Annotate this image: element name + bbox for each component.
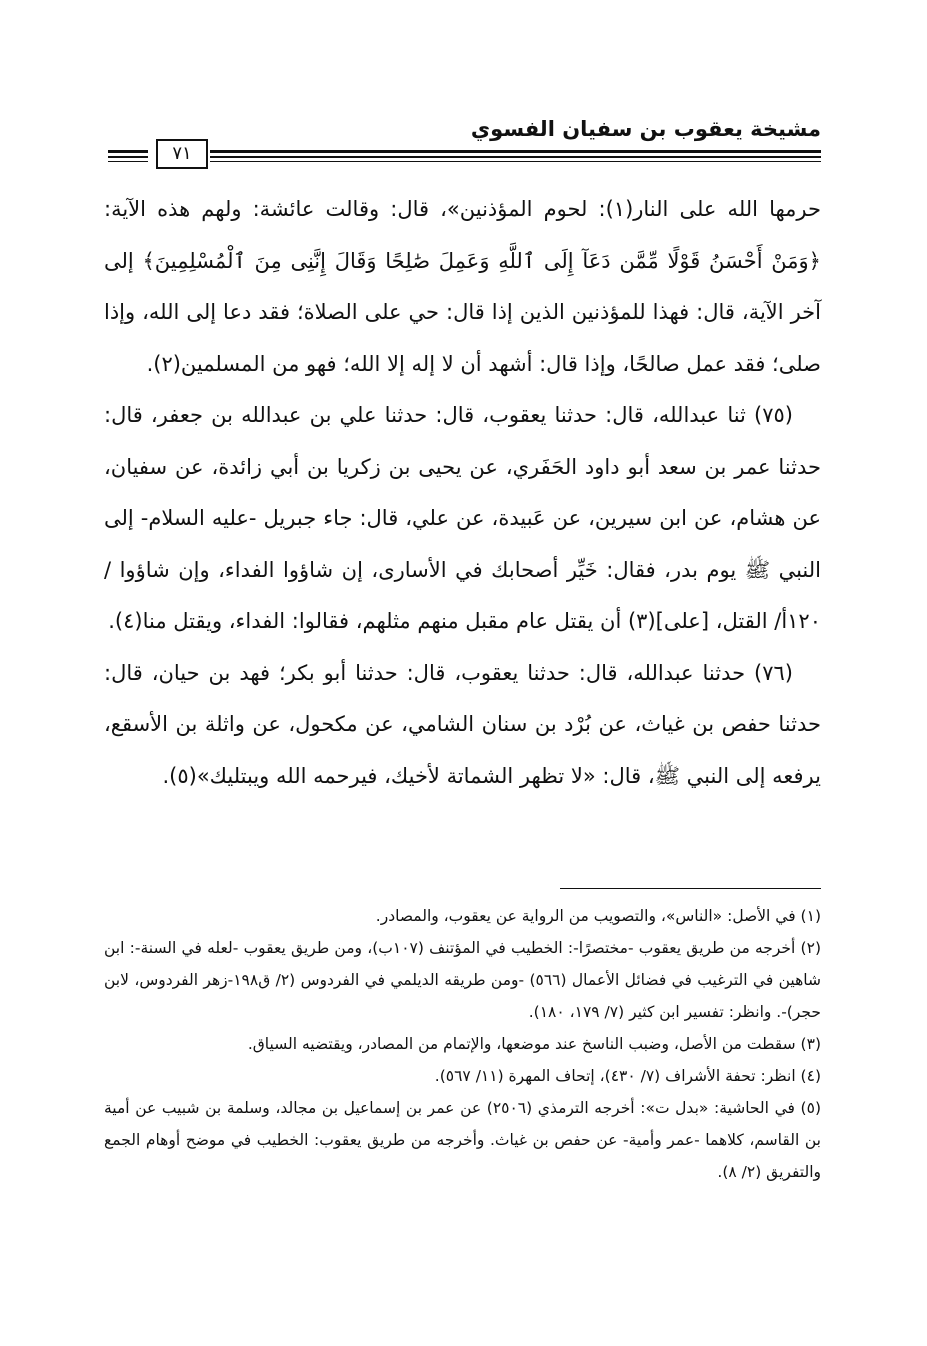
header-rule (108, 156, 148, 158)
header-rule (210, 161, 821, 162)
header-rule (108, 161, 148, 162)
main-text (104, 184, 821, 802)
paragraph-hadith-75: (٧٥) ثنا عبدالله، قال: حدثنا يعقوب، قال: حدثنا علي بن عبدالله بن جعفر، قال: حدثنا عمر بن سعد أبو داود الحَفَري، عن يحيى بن زكريا بن أبي زائدة، عن سفيان، عن هشام، عن ابن سيرين، عن عَبيدة، عن علي، قال: جاء جبريل -عليه السلام- إلى النبي ﷺ يوم بدر، فقال: خَيِّر أصحابك في الأسارى، إن شاؤوا الفداء، وإن شاؤوا / ١٢٠أ/ القتل، [على](٣) أن يقتل عام مقبل منهم مثلهم، فقالوا: الفداء، ويقتل منا(٤). (104, 403, 821, 633)
running-title: مشيخة يعقوب بن سفيان الفسوي (470, 117, 821, 141)
footnote-4: (٤) انظر: تحفة الأشراف (٧/ ٤٣٠)، إتحاف المهرة (١١/ ٥٦٧). (434, 1067, 821, 1085)
paragraph-hadith-76: (٧٦) حدثنا عبدالله، قال: حدثنا يعقوب، قال: حدثنا أبو بكر؛ فهد بن حيان، قال: حدثنا حفص بن غياث، عن بُرْد بن سنان الشامي، عن مكحول، عن واثلة بن الأسقع، يرفعه إلى النبي ﷺ، قال: «لا تظهر الشماتة لأخيك، فيرحمه الله ويبتليك»(٥). (104, 660, 821, 788)
page-number: ٧١ (156, 139, 208, 169)
paragraph-hadith-end: حرمها الله على النار(١): لحوم المؤذنين»، قال: وقالت عائشة: ولهم هذه الآية: ﴿وَمَنْ أَحْسَنُ قَوْلًا مِّمَّن دَعَآ إِلَى ٱللَّهِ وَعَمِلَ صَٰلِحًا وَقَالَ إِنَّنِى مِنَ ٱلْمُسْلِمِينَ﴾ إلى آخر الآية، قال: فهذا للمؤذنين الذين إذا قال: حي على الصلاة؛ فقد دعا إلى الله، وإذا صلى؛ فقد عمل صالحًا، وإذا قال: أشهد أن لا إله إلا الله؛ فهو من المسلمين(٢). (104, 197, 822, 376)
header-rule (210, 156, 821, 158)
header-rule (108, 150, 148, 153)
running-header (108, 112, 821, 168)
footnote-3: (٣) سقطت من الأصل، وضبب الناسخ عند موضعها، والإتمام من المصادر، ويقتضيه السياق. (247, 1035, 821, 1053)
footnotes (104, 900, 821, 1188)
footnote-separator (560, 888, 821, 889)
footnote-2: (٢) أخرجه من طريق يعقوب -مختصرًا-: الخطيب في المؤتنف (١٠٧ب)، ومن طريق يعقوب -لعله في السنة-: ابن شاهين في الترغيب في فضائل الأعمال (٥٦٦) -ومن طريقه الديلمي في الفردوس (٢/ ق١٩٨-زهر الفردوس، لابن حجر)-. وانظر: تفسير ابن كثير (٧/ ١٧٩، ١٨٠). (104, 939, 821, 1021)
footnote-5: (٥) في الحاشية: «بدل ت»: أخرجه الترمذي (٢٥٠٦) عن عمر بن إسماعيل بن مجالد، وسلمة بن شبيب عن أمية بن القاسم، كلاهما -عمر وأمية- عن حفص بن غياث. وأخرجه من طريق يعقوب: الخطيب في موضح أوهام الجمع والتفريق (٢/ ٨). (104, 1099, 821, 1181)
header-rule (210, 150, 821, 153)
footnote-1: (١) في الأصل: «الناس»، والتصويب من الرواية عن يعقوب، والمصادر. (375, 907, 821, 925)
